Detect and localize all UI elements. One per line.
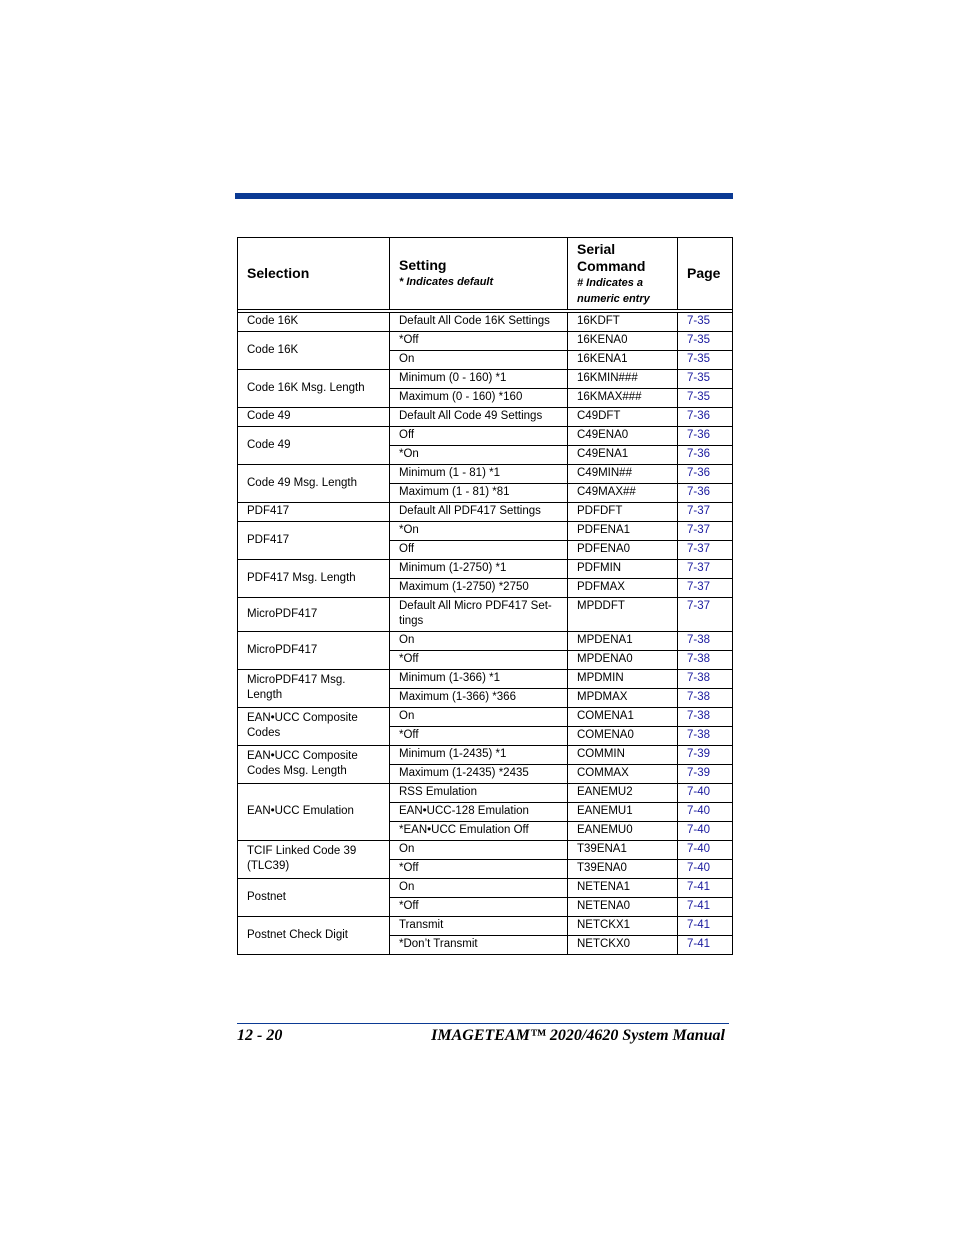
serial-command-cell: EANEMU2 [568, 784, 678, 803]
table-body [238, 313, 733, 955]
setting-cell: *Off [390, 898, 568, 917]
setting-cell: Minimum (1-366) *1 [390, 670, 568, 689]
page-link[interactable]: 7-37 [678, 522, 733, 541]
selection-cell: EAN•UCC Emulation [238, 784, 390, 841]
table-row [238, 408, 733, 427]
serial-command-cell: COMENA0 [568, 727, 678, 746]
footer-manual-title: IMAGETEAM™ 2020/4620 System Manual [431, 1027, 725, 1044]
setting-cell: *On [390, 446, 568, 465]
table-row [238, 746, 733, 765]
setting-cell: *Off [390, 727, 568, 746]
serial-command-cell: PDFMAX [568, 579, 678, 598]
table-row [238, 465, 733, 484]
serial-command-cell: C49ENA1 [568, 446, 678, 465]
selection-cell: MicroPDF417 [238, 632, 390, 670]
setting-cell: Default All Code 16K Settings [390, 313, 568, 332]
table-row [238, 370, 733, 389]
page-link[interactable]: 7-40 [678, 841, 733, 860]
setting-cell: Default All Code 49 Settings [390, 408, 568, 427]
table-row [238, 503, 733, 522]
selection-cell: PDF417 [238, 503, 390, 522]
serial-command-cell: C49DFT [568, 408, 678, 427]
table-row [238, 522, 733, 541]
page-link[interactable]: 7-40 [678, 784, 733, 803]
selection-cell: TCIF Linked Code 39 (TLC39) [238, 841, 390, 879]
page-link[interactable]: 7-36 [678, 427, 733, 446]
serial-command-cell: 16KMAX### [568, 389, 678, 408]
page-link[interactable]: 7-41 [678, 936, 733, 955]
setting-cell: Minimum (1 - 81) *1 [390, 465, 568, 484]
setting-cell: Maximum (1-2435) *2435 [390, 765, 568, 784]
serial-command-cell: T39ENA0 [568, 860, 678, 879]
setting-cell: Maximum (1-2750) *2750 [390, 579, 568, 598]
page-link[interactable]: 7-38 [678, 632, 733, 651]
table-header-row [238, 238, 733, 310]
serial-command-cell: NETENA0 [568, 898, 678, 917]
serial-command-cell: PDFDFT [568, 503, 678, 522]
setting-cell: *Off [390, 860, 568, 879]
serial-command-cell: MPDMAX [568, 689, 678, 708]
selection-cell: MicroPDF417 Msg. Length [238, 670, 390, 708]
serial-command-cell: MPDENA0 [568, 651, 678, 670]
page-link[interactable]: 7-38 [678, 708, 733, 727]
serial-command-table [237, 237, 733, 955]
setting-cell: Maximum (1 - 81) *81 [390, 484, 568, 503]
page-link[interactable]: 7-37 [678, 598, 733, 632]
serial-command-cell: NETENA1 [568, 879, 678, 898]
serial-command-cell: EANEMU1 [568, 803, 678, 822]
table-row [238, 784, 733, 803]
table-row [238, 841, 733, 860]
serial-command-cell: 16KMIN### [568, 370, 678, 389]
selection-cell: Code 16K Msg. Length [238, 370, 390, 408]
setting-cell: On [390, 879, 568, 898]
footer-rule [237, 1023, 729, 1024]
selection-cell: Code 49 [238, 427, 390, 465]
table-row [238, 427, 733, 446]
setting-cell: *On [390, 522, 568, 541]
header-serial-label: Serial Command [577, 240, 646, 274]
table-row [238, 632, 733, 651]
header-serial-note: # Indicates a numeric entry [577, 276, 650, 305]
serial-command-cell: PDFMIN [568, 560, 678, 579]
page-link[interactable]: 7-38 [678, 651, 733, 670]
serial-command-cell: T39ENA1 [568, 841, 678, 860]
page-link[interactable]: 7-35 [678, 370, 733, 389]
serial-command-cell: NETCKX0 [568, 936, 678, 955]
selection-cell: PDF417 [238, 522, 390, 560]
footer-page-number: 12 - 20 [237, 1027, 283, 1044]
serial-command-cell: PDFENA0 [568, 541, 678, 560]
setting-cell: *Don’t Transmit [390, 936, 568, 955]
serial-command-cell: PDFENA1 [568, 522, 678, 541]
page-link[interactable]: 7-40 [678, 803, 733, 822]
table-row [238, 332, 733, 351]
serial-command-cell: C49ENA0 [568, 427, 678, 446]
serial-command-cell: COMMAX [568, 765, 678, 784]
serial-command-cell: COMENA1 [568, 708, 678, 727]
page-link[interactable]: 7-40 [678, 822, 733, 841]
page-link[interactable]: 7-38 [678, 727, 733, 746]
serial-command-cell: 16KDFT [568, 313, 678, 332]
selection-cell: Code 16K [238, 313, 390, 332]
selection-cell: Code 49 Msg. Length [238, 465, 390, 503]
serial-command-cell: C49MIN## [568, 465, 678, 484]
header-setting-label: Setting [399, 257, 447, 273]
page-link[interactable]: 7-37 [678, 579, 733, 598]
header-setting-note: * Indicates default [399, 276, 494, 288]
setting-cell: Maximum (1-366) *366 [390, 689, 568, 708]
serial-command-cell: MPDDFT [568, 598, 678, 632]
page-link[interactable]: 7-36 [678, 408, 733, 427]
page-link[interactable]: 7-36 [678, 465, 733, 484]
page-link[interactable]: 7-36 [678, 484, 733, 503]
page-link[interactable]: 7-39 [678, 746, 733, 765]
page-link[interactable]: 7-41 [678, 917, 733, 936]
setting-cell: Transmit [390, 917, 568, 936]
header-rule [235, 193, 733, 199]
page-link[interactable]: 7-35 [678, 389, 733, 408]
selection-cell: EAN•UCC Composite Codes Msg. Length [238, 746, 390, 784]
setting-cell: Minimum (1-2750) *1 [390, 560, 568, 579]
selection-cell: Code 49 [238, 408, 390, 427]
table-row [238, 313, 733, 332]
setting-cell: Minimum (0 - 160) *1 [390, 370, 568, 389]
serial-command-cell: MPDENA1 [568, 632, 678, 651]
table-row [238, 670, 733, 689]
setting-cell: Minimum (1-2435) *1 [390, 746, 568, 765]
table-row [238, 598, 733, 632]
page-link[interactable]: 7-41 [678, 879, 733, 898]
setting-cell: EAN•UCC-128 Emulation [390, 803, 568, 822]
serial-command-cell: MPDMIN [568, 670, 678, 689]
page-link[interactable]: 7-39 [678, 765, 733, 784]
setting-cell: *Off [390, 332, 568, 351]
page-link[interactable]: 7-37 [678, 541, 733, 560]
header-setting [390, 238, 568, 310]
header-serial-command [568, 238, 678, 310]
setting-cell: On [390, 708, 568, 727]
serial-command-cell: C49MAX## [568, 484, 678, 503]
setting-cell: On [390, 841, 568, 860]
page-link[interactable]: 7-37 [678, 503, 733, 522]
page-link[interactable]: 7-35 [678, 313, 733, 332]
setting-cell: Default All PDF417 Settings [390, 503, 568, 522]
header-page: Page [678, 238, 733, 310]
table-row [238, 560, 733, 579]
page-link[interactable]: 7-36 [678, 446, 733, 465]
serial-command-cell: COMMIN [568, 746, 678, 765]
page-link[interactable]: 7-35 [678, 351, 733, 370]
setting-cell: Off [390, 541, 568, 560]
selection-cell: Code 16K [238, 332, 390, 370]
page-link[interactable]: 7-41 [678, 898, 733, 917]
selection-cell: MicroPDF417 [238, 598, 390, 632]
selection-cell: PDF417 Msg. Length [238, 560, 390, 598]
serial-command-cell: EANEMU0 [568, 822, 678, 841]
setting-cell: *EAN•UCC Emulation Off [390, 822, 568, 841]
page-link[interactable]: 7-40 [678, 860, 733, 879]
serial-command-cell: 16KENA0 [568, 332, 678, 351]
header-selection: Selection [238, 238, 390, 310]
setting-cell: On [390, 351, 568, 370]
table-row [238, 879, 733, 898]
table-row [238, 917, 733, 936]
table-row [238, 708, 733, 727]
serial-command-cell: NETCKX1 [568, 917, 678, 936]
setting-cell: RSS Emulation [390, 784, 568, 803]
setting-cell: Default All Micro PDF417 Set-tings [390, 598, 568, 632]
page-link[interactable]: 7-37 [678, 560, 733, 579]
setting-cell: Off [390, 427, 568, 446]
page-link[interactable]: 7-35 [678, 332, 733, 351]
selection-cell: EAN•UCC Composite Codes [238, 708, 390, 746]
serial-command-cell: 16KENA1 [568, 351, 678, 370]
selection-cell: Postnet [238, 879, 390, 917]
page-link[interactable]: 7-38 [678, 670, 733, 689]
setting-cell: On [390, 632, 568, 651]
setting-cell: Maximum (0 - 160) *160 [390, 389, 568, 408]
selection-cell: Postnet Check Digit [238, 917, 390, 955]
page-link[interactable]: 7-38 [678, 689, 733, 708]
setting-cell: *Off [390, 651, 568, 670]
